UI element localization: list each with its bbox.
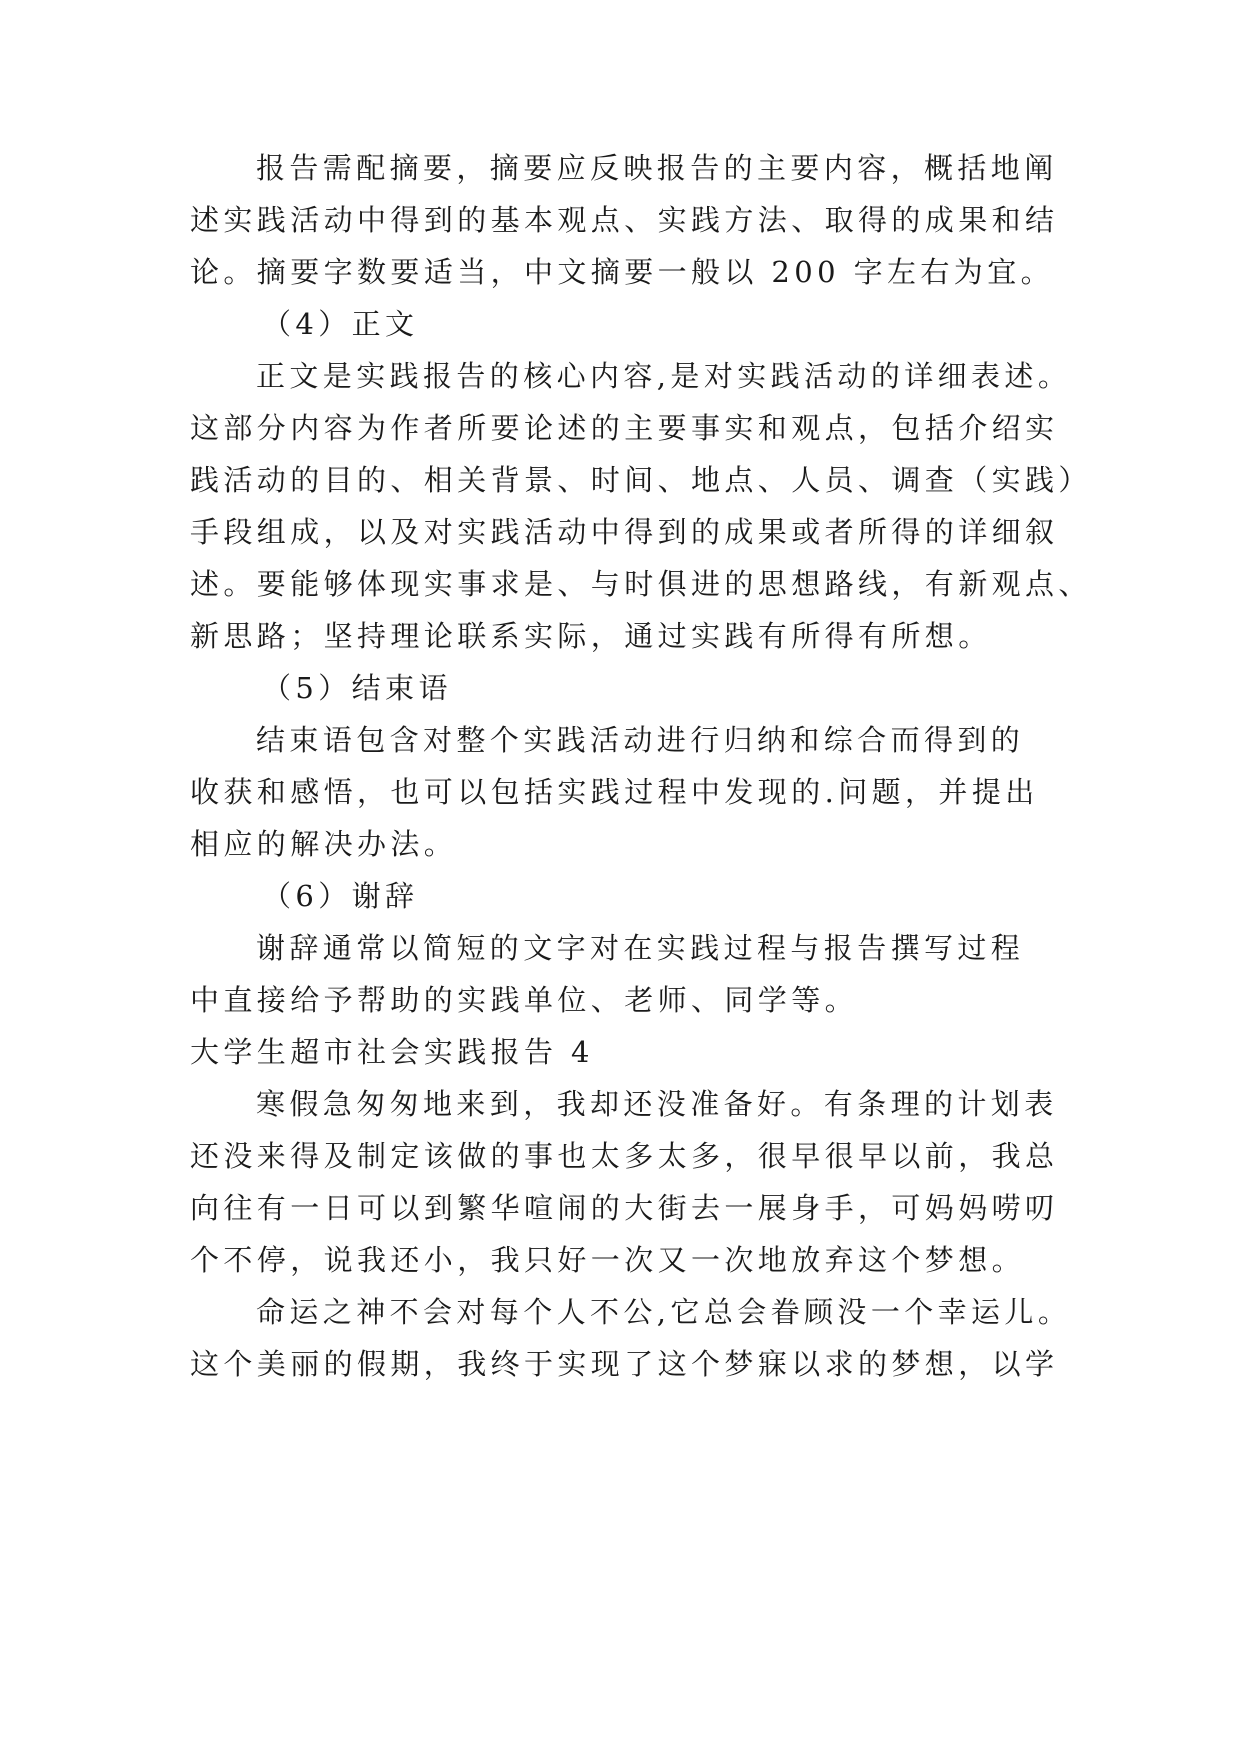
paragraph-line: 收获和感悟，也可以包括实践过程中发现的.问题，并提出 <box>190 775 1039 809</box>
paragraph-line: 手段组成，以及对实践活动中得到的成果或者所得的详细叙 <box>190 515 1059 549</box>
paragraph-line: 命运之神不会对每个人不公,它总会眷顾没一个幸运儿。 <box>256 1295 1072 1329</box>
paragraph-line: 这部分内容为作者所要论述的主要事实和观点，包括介绍实 <box>190 411 1059 445</box>
paragraph-line: 述实践活动中得到的基本观点、实践方法、取得的成果和结 <box>190 203 1059 237</box>
section-subheading: （4）正文 <box>262 307 419 341</box>
paragraph-line: 还没来得及制定该做的事也太多太多，很早很早以前，我总 <box>190 1139 1059 1173</box>
paragraph-line: 中直接给予帮助的实践单位、老师、同学等。 <box>190 983 859 1017</box>
paragraph-line: 论。摘要字数要适当，中文摘要一般以 200 字左右为宜。 <box>190 255 1054 289</box>
paragraph-line: 新思路；坚持理论联系实际，通过实践有所得有所想。 <box>190 619 992 653</box>
section-subheading: （6）谢辞 <box>262 879 419 913</box>
section-subheading: （5）结束语 <box>262 671 452 705</box>
paragraph-line: 谢辞通常以简短的文字对在实践过程与报告撰写过程 <box>256 931 1025 965</box>
paragraph-line: 向往有一日可以到繁华喧闹的大街去一展身手，可妈妈唠叨 <box>190 1191 1059 1225</box>
paragraph-line: 相应的解决办法。 <box>190 827 458 861</box>
paragraph-line: 寒假急匆匆地来到，我却还没准备好。有条理的计划表 <box>256 1087 1058 1121</box>
paragraph-line: 践活动的目的、相关背景、时间、地点、人员、调查（实践） <box>190 463 1092 497</box>
paragraph-line: 正文是实践报告的核心内容,是对实践活动的详细表述。 <box>256 359 1072 393</box>
paragraph-line: 这个美丽的假期，我终于实现了这个梦寐以求的梦想，以学 <box>190 1347 1059 1381</box>
paragraph-line: 述。要能够体现实事求是、与时俱进的思想路线，有新观点、 <box>190 567 1092 601</box>
paragraph-line: 个不停，说我还小，我只好一次又一次地放弃这个梦想。 <box>190 1243 1026 1277</box>
paragraph-line: 结束语包含对整个实践活动进行归纳和综合而得到的 <box>256 723 1025 757</box>
paragraph-line: 报告需配摘要，摘要应反映报告的主要内容，概括地阐 <box>256 151 1058 185</box>
document-section-title: 大学生超市社会实践报告 4 <box>190 1035 594 1069</box>
